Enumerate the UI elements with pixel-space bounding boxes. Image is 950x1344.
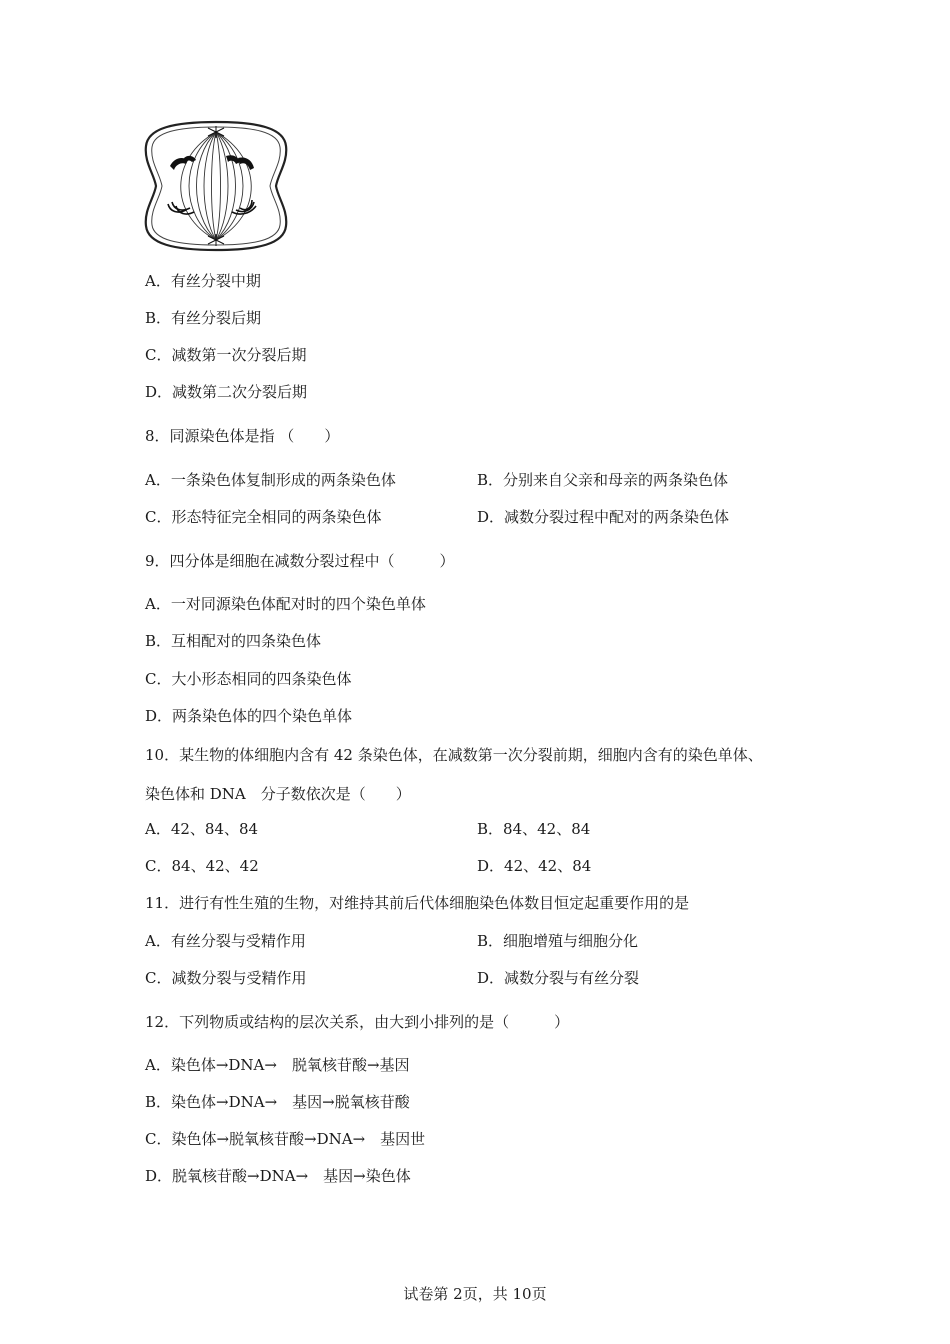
q8-option-b: B．分别来自父亲和母亲的两条染色体 [477,471,729,489]
q10-option-b: B．84、42、84 [477,820,591,838]
q9-option-c: C．大小形态相同的四条染色体 [145,670,352,688]
q11-option-d: D．减数分裂与有丝分裂 [477,969,640,987]
spindle-fibers [181,132,252,240]
q12-option-d: D．脱氧核苷酸→DNA→ 基因→染色体 [145,1167,411,1185]
q12-option-c: C．染色体→脱氧核苷酸→DNA→ 基因世 [145,1130,426,1148]
q7-option-d: D．减数第二次分裂后期 [145,383,308,401]
q9-stem: 9．四分体是细胞在减数分裂过程中（ ） [145,552,455,570]
q12-stem: 12．下列物质或结构的层次关系，由大到小排列的是（ ） [145,1013,570,1031]
q8-option-c: C．形态特征完全相同的两条染色体 [145,508,382,526]
q11-option-c: C．减数分裂与受精作用 [145,969,307,987]
q9-option-b: B．互相配对的四条染色体 [145,632,322,650]
q10-stem-line1: 10．某生物的体细胞内含有 42 条染色体，在减数第一次分裂前期，细胞内含有的染色单体、 [145,746,763,764]
q7-option-b: B．有丝分裂后期 [145,309,262,327]
cell-membrane [146,122,287,250]
q12-option-b: B．染色体→DNA→ 基因→脱氧核苷酸 [145,1093,410,1111]
q10-option-a: A．42、84、84 [145,820,259,838]
q10-option-d: D．42、42、84 [477,857,592,875]
q11-stem: 11．进行有性生殖的生物，对维持其前后代体细胞染色体数目恒定起重要作用的是 [145,894,690,912]
q7-option-c: C．减数第一次分裂后期 [145,346,307,364]
q8-option-d: D．减数分裂过程中配对的两条染色体 [477,508,730,526]
q8-stem: 8．同源染色体是指 （ ） [145,427,340,445]
q8-option-a: A．一条染色体复制形成的两条染色体 [145,471,396,489]
q10-option-c: C．84、42、42 [145,857,259,875]
q9-option-d: D．两条染色体的四个染色单体 [145,707,353,725]
q7-option-a: A．有丝分裂中期 [145,272,261,290]
q9-option-a: A．一对同源染色体配对时的四个染色单体 [145,595,426,613]
cell-division-figure [140,118,292,254]
q11-option-b: B．细胞增殖与细胞分化 [477,932,639,950]
q11-option-a: A．有丝分裂与受精作用 [145,932,306,950]
q10-stem-line2: 染色体和 DNA 分子数依次是（ ） [145,785,411,803]
q12-option-a: A．染色体→DNA→ 脱氧核苷酸→基因 [145,1056,410,1074]
page-footer: 试卷第 2页，共 10页 [403,1285,547,1303]
